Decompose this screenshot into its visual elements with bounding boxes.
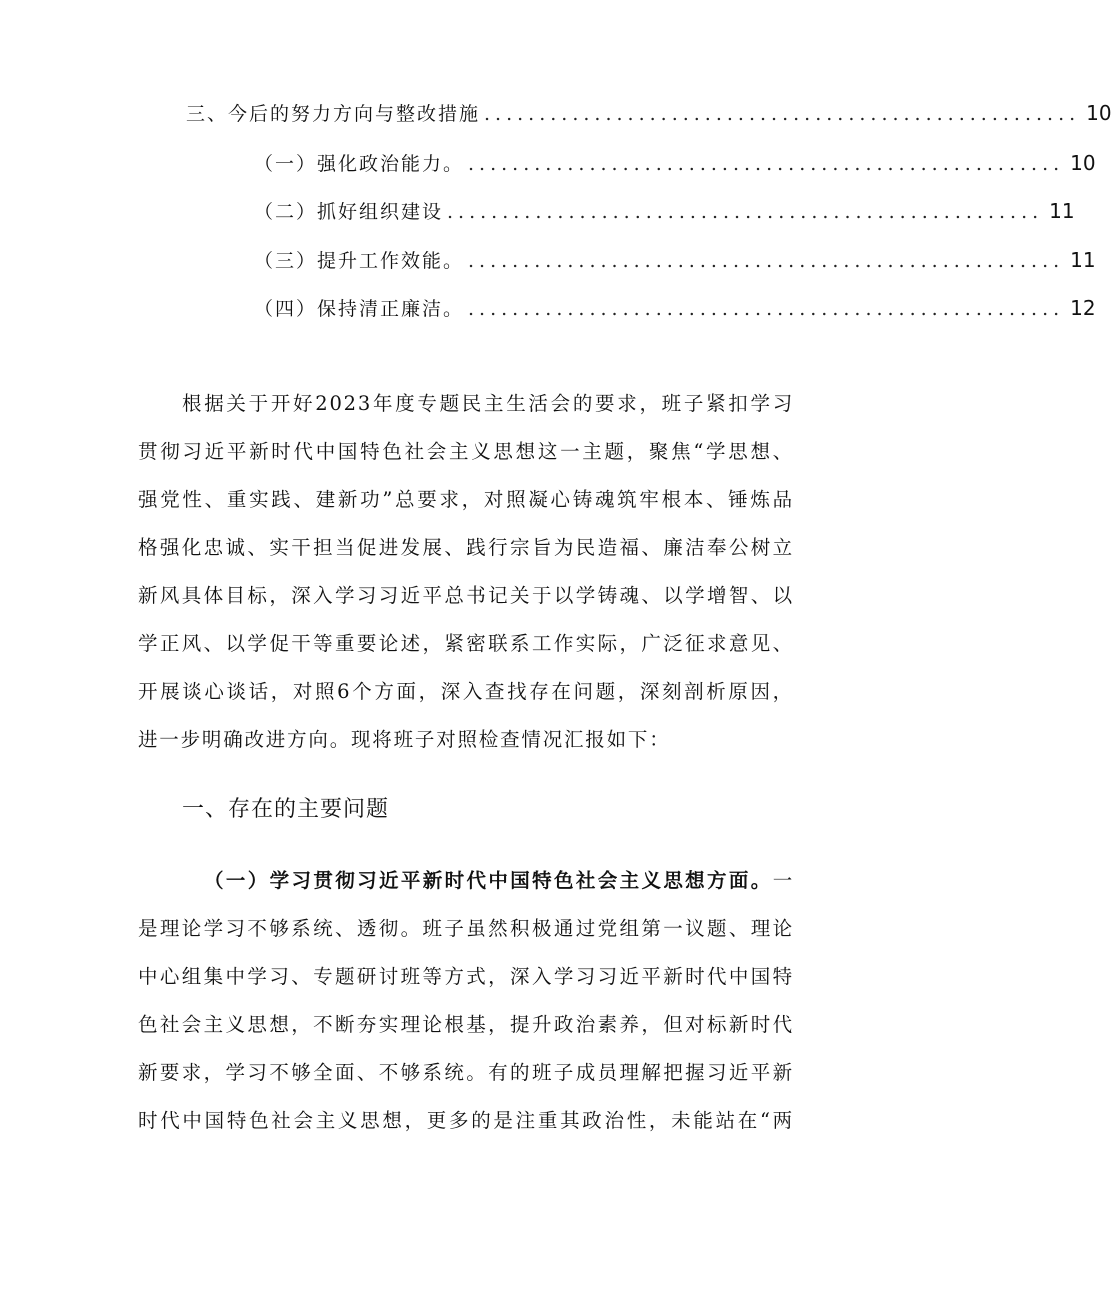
toc-leader-dots: ...................................................... xyxy=(484,103,1081,125)
paragraph-text: 一 xyxy=(772,869,794,892)
toc-leader-dots: ...................................................... xyxy=(447,201,1044,223)
toc-leader-dots: ...................................................... xyxy=(468,298,1065,320)
paragraph-line: 学正风、以学促干等重要论述，紧密联系工作实际，广泛征求意见、 xyxy=(138,632,794,655)
toc-entry[interactable] xyxy=(254,248,1096,272)
paragraph-line: 是理论学习不够系统、透彻。班子虽然积极通过党组第一议题、理论 xyxy=(138,917,794,940)
intro-paragraph xyxy=(138,380,794,764)
paragraph-line: 色社会主义思想，不断夯实理论根基，提升政治素养，但对标新时代 xyxy=(138,1013,794,1036)
paragraph-line: 中心组集中学习、专题研讨班等方式，深入学习习近平新时代中国特 xyxy=(138,965,794,988)
paragraph-line: 开展谈心谈话，对照6个方面，深入查找存在问题，深刻剖析原因， xyxy=(138,680,794,703)
toc-entry[interactable] xyxy=(254,199,1075,223)
toc-page-number: 11 xyxy=(1049,199,1075,223)
toc-page-number: 10 xyxy=(1086,101,1112,125)
toc-page-number: 11 xyxy=(1070,248,1096,272)
paragraph-line: 进一步明确改进方向。现将班子对照检查情况汇报如下： xyxy=(138,728,671,751)
toc-leader-dots: ...................................................... xyxy=(468,250,1065,272)
toc-page-number: 12 xyxy=(1070,296,1096,320)
toc-leader-dots: ...................................................... xyxy=(468,153,1065,175)
toc-entry-label: （三）提升工作效能。 xyxy=(254,250,465,272)
paragraph-line: 时代中国特色社会主义思想，更多的是注重其政治性，未能站在“两 xyxy=(138,1109,794,1132)
paragraph-first-line xyxy=(138,857,794,905)
toc-entry[interactable] xyxy=(186,101,1112,125)
paragraph-line: 新要求，学习不够全面、不够系统。有的班子成员理解把握习近平新 xyxy=(138,1061,794,1084)
subsection-heading: （一）学习贯彻习近平新时代中国特色社会主义思想方面。 xyxy=(204,869,773,892)
paragraph-line: 贯彻习近平新时代中国特色社会主义思想这一主题，聚焦“学思想、 xyxy=(138,440,794,463)
section-heading: 一、存在的主要问题 xyxy=(182,797,390,822)
toc-page-number: 10 xyxy=(1070,151,1096,175)
toc-entry-label: 三、今后的努力方向与整改措施 xyxy=(186,103,481,125)
toc-entry-label: （二）抓好组织建设 xyxy=(254,201,444,223)
paragraph-line: 强党性、重实践、建新功”总要求，对照凝心铸魂筑牢根本、锤炼品 xyxy=(138,488,794,511)
toc-entry-label: （四）保持清正廉洁。 xyxy=(254,298,465,320)
paragraph-line: 根据关于开好2023年度专题民主生活会的要求，班子紧扣学习 xyxy=(182,392,794,415)
subsection-paragraph xyxy=(138,857,794,1145)
toc-entry-label: （一）强化政治能力。 xyxy=(254,153,465,175)
paragraph-line: 格强化忠诚、实干担当促进发展、践行宗旨为民造福、廉洁奉公树立 xyxy=(138,536,794,559)
toc-entry[interactable] xyxy=(254,151,1096,175)
toc-entry[interactable] xyxy=(254,296,1096,320)
paragraph-line: 新风具体目标，深入学习习近平总书记关于以学铸魂、以学增智、以 xyxy=(138,584,794,607)
